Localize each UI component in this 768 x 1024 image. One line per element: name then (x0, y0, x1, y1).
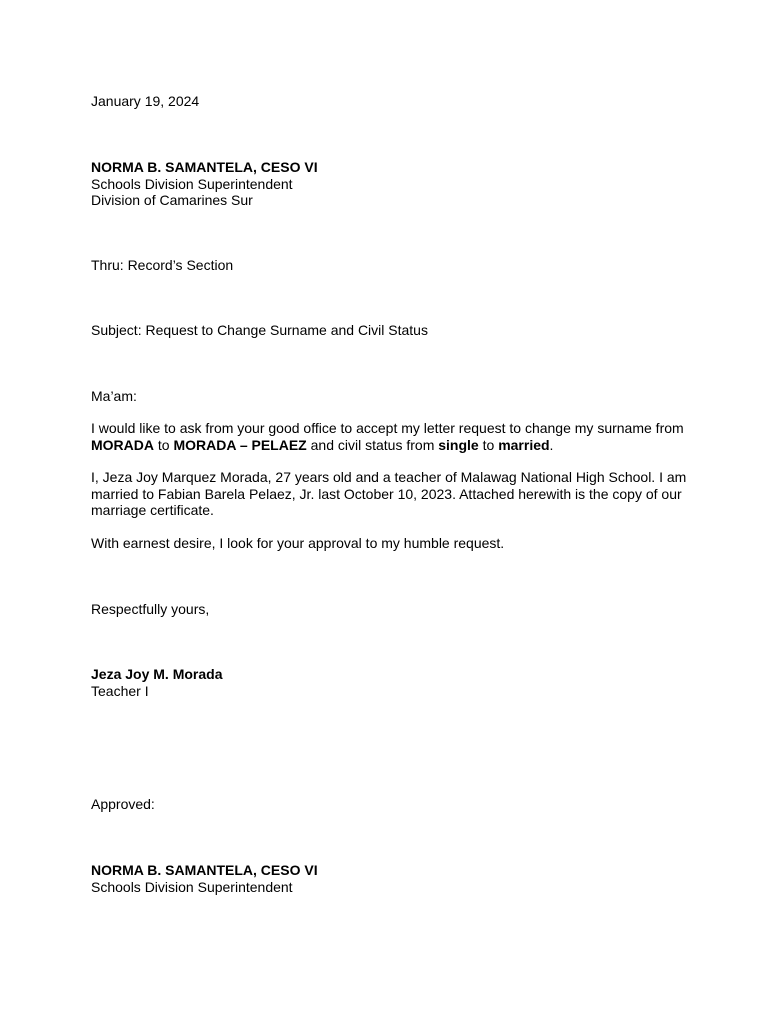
recipient-position: Schools Division Superintendent (91, 175, 293, 192)
letter-date (91, 93, 681, 110)
recipient-name: NORMA B. SAMANTELA, CESO VI (91, 159, 318, 175)
connector-to-2: to (478, 436, 499, 453)
civil-status-text: and civil status from (306, 436, 439, 453)
paragraph-3-text: With earnest desire, I look for your approval to my humble request. (91, 535, 505, 551)
new-civil-status: married (498, 436, 550, 453)
thru-line (91, 257, 681, 274)
paragraph-1-line-2 (91, 437, 681, 454)
paragraph-2-line-1: I, Jeza Joy Marquez Morada, 27 years old and a teacher of Malawag National High School. I am (91, 469, 687, 485)
approval-label-text: Approved: (91, 796, 155, 812)
connector-to-1: to (154, 436, 174, 453)
paragraph-2-line-3: marriage certificate. (91, 502, 214, 518)
sender-block (91, 666, 681, 699)
recipient-block (91, 159, 681, 209)
date-text: January 19, 2024 (91, 93, 200, 109)
paragraph-2-line-2: married to Fabian Barela Pelaez, Jr. last October 10, 2023. Attached herewith is the copy of our (91, 485, 682, 502)
body-paragraph-2 (91, 469, 687, 519)
approver-position: Schools Division Superintendent (91, 878, 293, 895)
closing-text: Respectfully yours, (91, 601, 210, 617)
body-paragraph-1 (91, 420, 684, 453)
approver-name: NORMA B. SAMANTELA, CESO VI (91, 862, 318, 878)
old-surname: MORADA (91, 436, 154, 453)
sentence-end: . (549, 436, 554, 453)
recipient-office: Division of Camarines Sur (91, 192, 253, 208)
approval-label (91, 796, 681, 813)
subject-text: Subject: Request to Change Surname and Civil Status (91, 322, 428, 338)
closing (91, 601, 681, 618)
salutation-text: Ma’am: (91, 388, 137, 404)
new-surname: MORADA – PELAEZ (173, 436, 307, 453)
sender-position: Teacher I (91, 682, 149, 699)
sender-name: Jeza Joy M. Morada (91, 666, 223, 682)
approver-block (91, 862, 681, 895)
salutation (91, 388, 681, 405)
body-paragraph-3 (91, 535, 681, 552)
thru-text: Thru: Record’s Section (91, 257, 234, 273)
old-civil-status: single (438, 436, 479, 453)
subject-line (91, 322, 681, 339)
paragraph-1-line-1: I would like to ask from your good office to accept my letter request to change my surname from (91, 420, 684, 436)
